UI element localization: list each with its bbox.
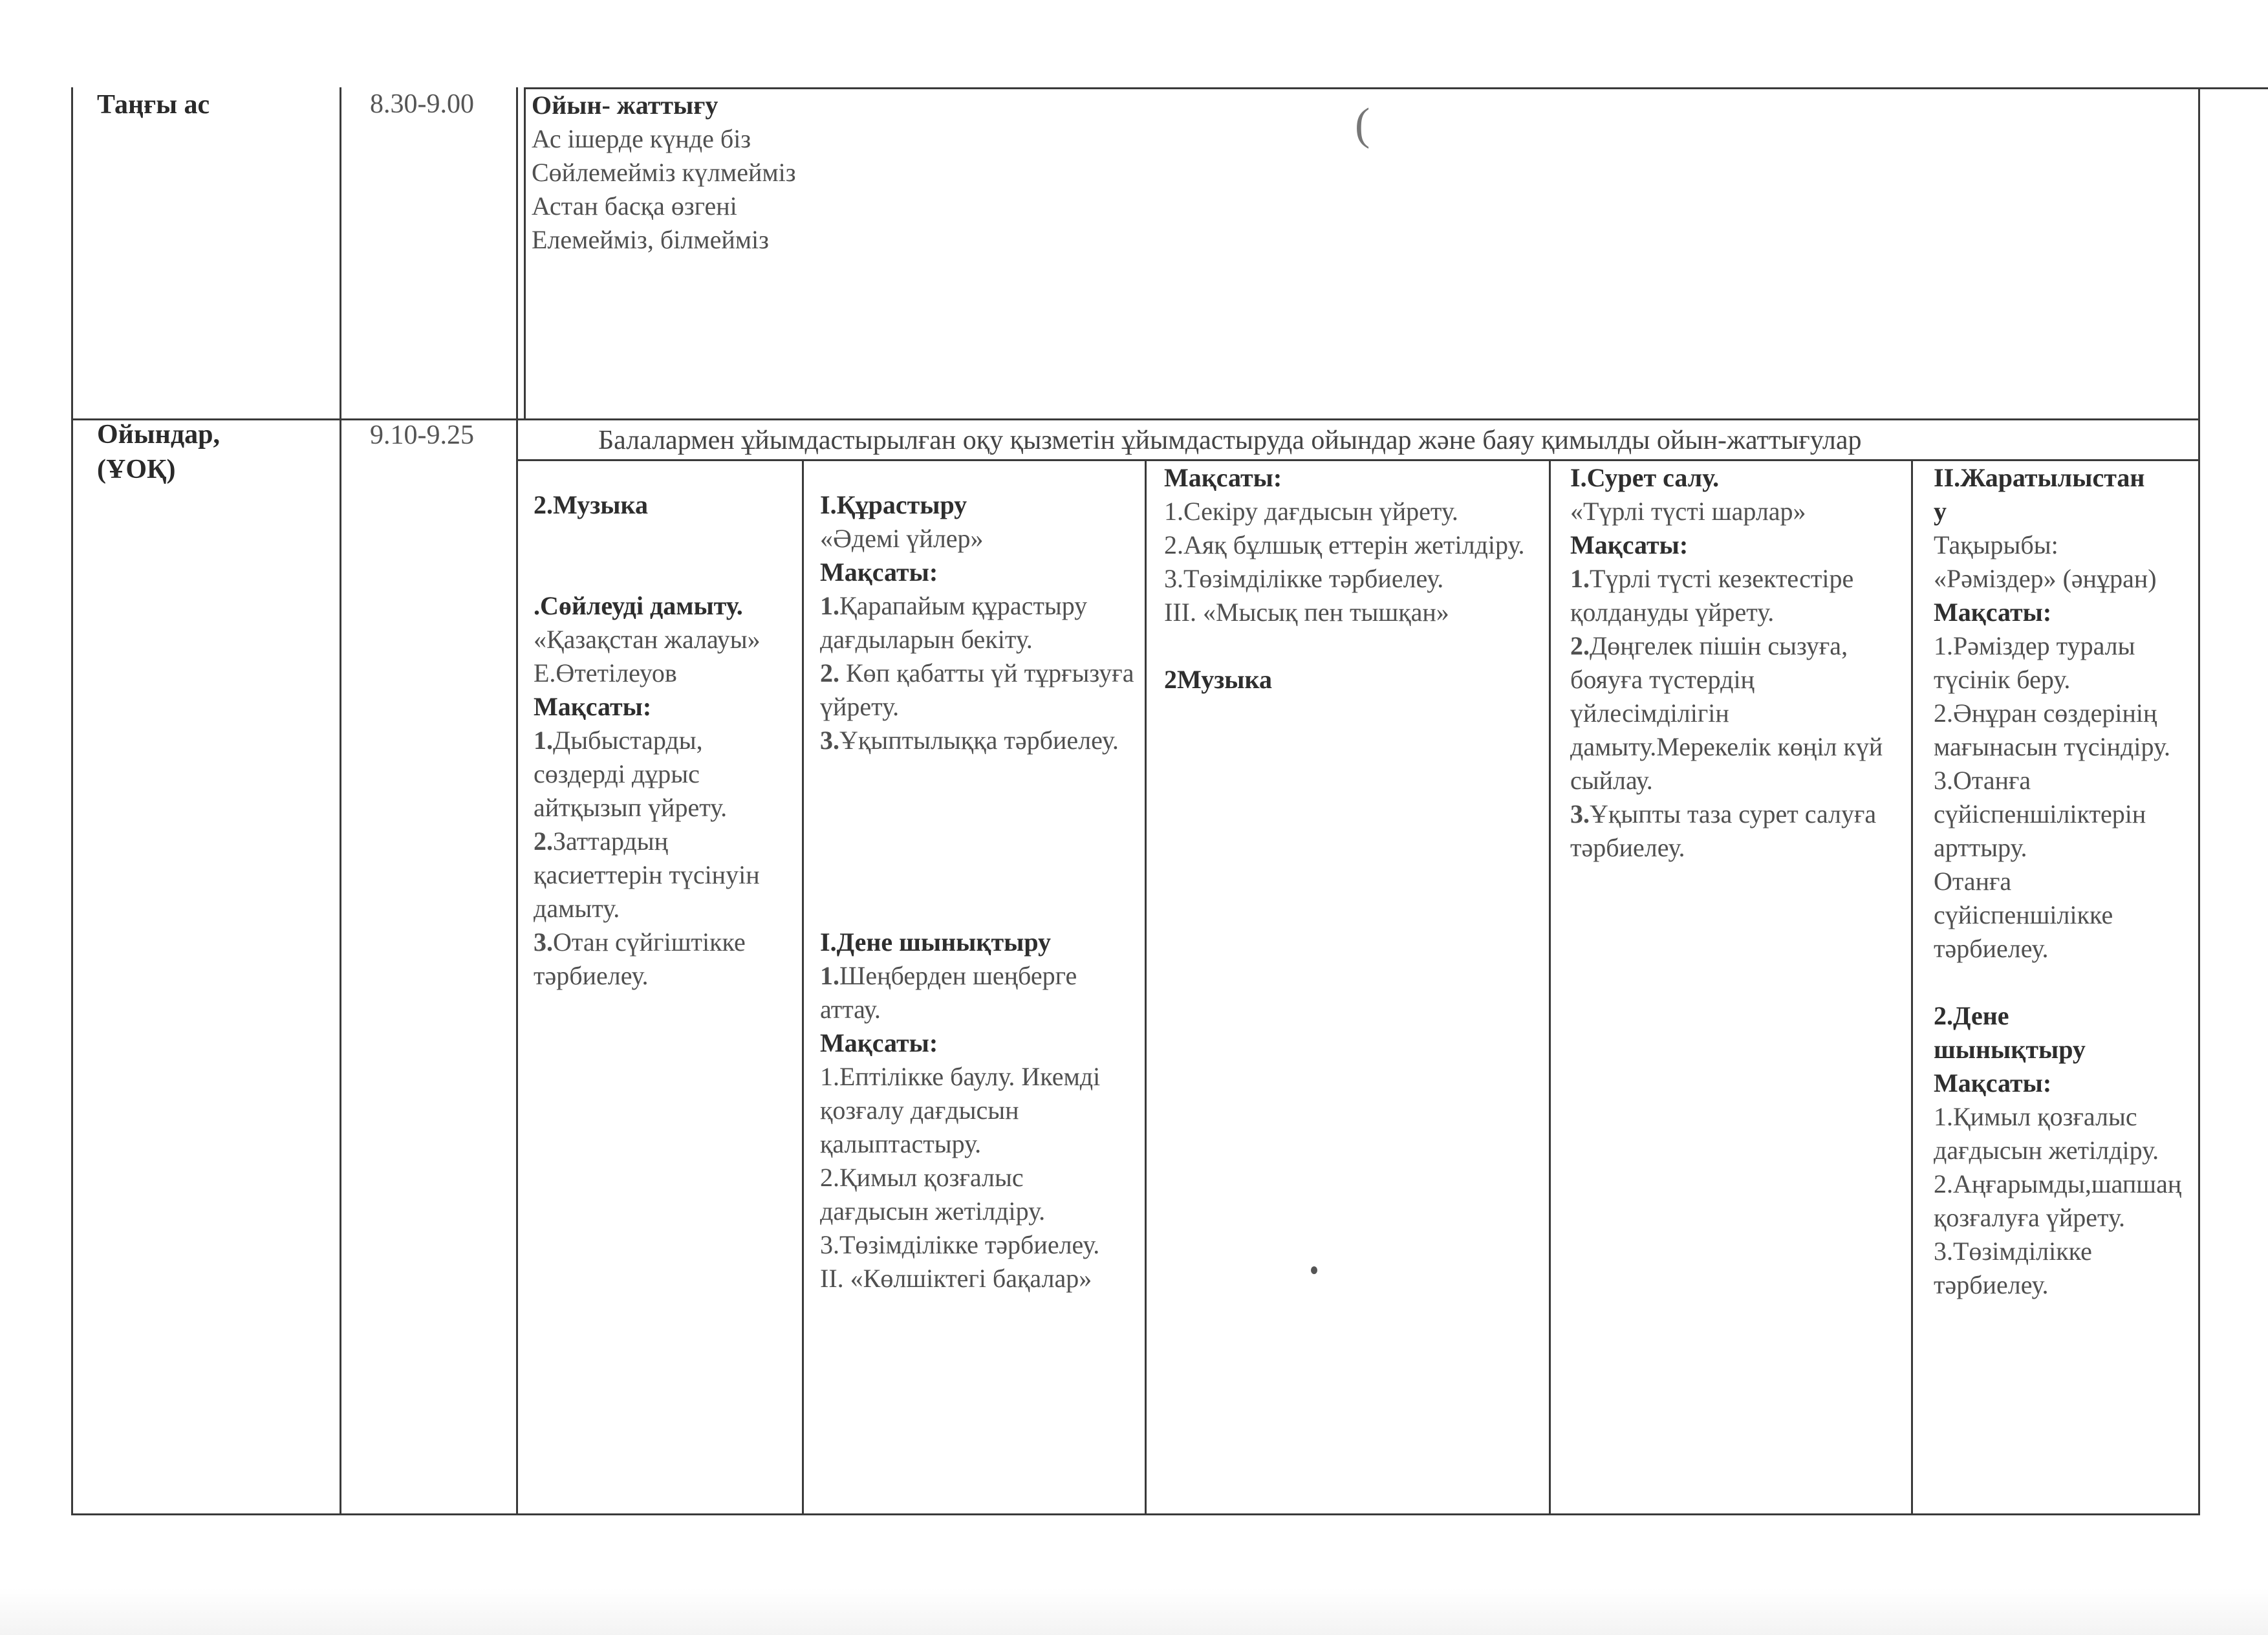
goal-item	[820, 724, 1137, 757]
spacer	[820, 757, 1137, 825]
goals-label: Мақсаты:	[1934, 598, 2052, 627]
goals-label: Мақсаты:	[820, 558, 938, 587]
day-column-5	[1934, 461, 2196, 1302]
goal-text: Отан сүйгіштікке тәрбиелеу.	[534, 927, 746, 990]
row-label-games-line2: (ҰОҚ)	[97, 455, 176, 484]
scan-spot	[1311, 1266, 1317, 1274]
nature-topic: «Рәміздер» (әнұран)	[1934, 564, 2157, 593]
pe-goal-item: 1.Қимыл қозғалыс дағдысын жетілдіру.	[1934, 1102, 2159, 1165]
col-divider-2	[802, 459, 804, 1515]
speech-topic: «Қазақстан жалауы»	[534, 625, 761, 654]
goal-number: 3.	[1570, 799, 1590, 828]
day-column-4	[1570, 461, 1906, 865]
pe-goal-item: 1.Ептілікке баулу. Икемді қозғалу дағдысын қалыптастыру.	[820, 1062, 1101, 1158]
goal-item: 3.Төзімділікке тәрбиелеу.	[1164, 564, 1444, 593]
breakfast-line: Сөйлемейміз күлмейміз	[532, 158, 796, 187]
goal-number: 3.	[820, 726, 839, 755]
breakfast-content	[532, 89, 2148, 257]
breakfast-line: Ас ішерде күнде біз	[532, 124, 751, 153]
pe-goals-label: Мақсаты:	[1934, 1068, 2052, 1098]
goal-text: Ұқыптылыққа тәрбиелеу.	[839, 726, 1119, 755]
goal-text: Түрлі түсті кезектестіре қолдануды үйрету.	[1570, 564, 1854, 627]
pe-goal-item: 2.Аңғарымды,шапшаң қозғалуға үйрету.	[1934, 1169, 2182, 1232]
breakfast-title: Ойын- жаттығу	[532, 91, 718, 120]
speech-author: Е.Өтетілеуов	[534, 658, 677, 688]
speech-title: .Сөйлеуді дамыту.	[534, 591, 743, 620]
goal-text: Заттардың қасиеттерін түсінуін дамыту.	[534, 827, 760, 923]
construct-title: І.Құрастыру	[820, 490, 967, 519]
pe-goal-item: 2.Қимыл қозғалыс дағдысын жетілдіру.	[820, 1163, 1046, 1226]
row-label-breakfast: Таңғы ас	[97, 90, 210, 120]
scan-bottom-edge	[0, 1588, 2268, 1635]
spacer	[1164, 629, 1539, 663]
table-bottom-border	[71, 1513, 2200, 1515]
goal-item	[820, 656, 1137, 724]
spacer	[820, 825, 1137, 892]
goal-item	[534, 926, 795, 993]
goal-number: 2.	[820, 658, 839, 688]
goal-item: 1.Секіру дағдысын үйрету.	[1164, 497, 1458, 526]
goal-item: 2.Әнұран сөздерінің мағынасын түсіндіру.	[1934, 698, 2170, 761]
goal-number: 2.	[534, 827, 553, 856]
table-left-border	[71, 87, 73, 1515]
col-divider-inner	[524, 87, 526, 418]
topic-label: Тақырыбы:	[1934, 530, 2058, 559]
games-banner: Балалармен ұйымдастырылған оқу қызметін ұйымдастыруда ойындар және баяу қимылды ойын-жаттығулар	[598, 426, 1862, 455]
breakfast-line: Астан басқа өзгені	[532, 191, 737, 221]
goal-number: 3.	[534, 927, 553, 957]
goal-item: 2.Аяқ бұлшық еттерін жетілдіру.	[1164, 530, 1525, 559]
goal-number: 2.	[1570, 631, 1590, 660]
day-column-3	[1164, 461, 1539, 697]
pe-goals-label: Мақсаты:	[820, 1028, 938, 1057]
col-divider-3	[1145, 459, 1147, 1515]
row-label-games	[97, 417, 220, 487]
pe-topic-text: Шеңберден шеңберге аттау.	[820, 961, 1077, 1024]
nature-title-line2: у	[1934, 497, 1947, 526]
goal-item	[1570, 797, 1906, 865]
goal-item: Отанға сүйіспеншілікке тәрбиелеу.	[1934, 867, 2113, 963]
col-divider-5	[1911, 459, 1913, 1515]
breakfast-line: Елемейміз, білмейміз	[532, 225, 769, 254]
goal-number: 1.	[820, 591, 839, 620]
day-column-2	[820, 488, 1137, 1295]
goal-item	[534, 825, 795, 926]
music-label: 2.Музыка	[534, 490, 648, 519]
pe-goal-item: 3.Төзімділікке тәрбиелеу.	[820, 1230, 1100, 1259]
drawing-title: І.Сурет салу.	[1570, 463, 1720, 492]
day-column-1	[534, 488, 795, 993]
goal-number: 1.	[534, 726, 553, 755]
drawing-topic: «Түрлі түсті шарлар»	[1570, 497, 1806, 526]
goal-text: Қарапайым құрастыру дағдыларын бекіту.	[820, 591, 1088, 654]
construct-topic: «Әдемі үйлер»	[820, 524, 984, 553]
row-label-games-line1: Ойындар,	[97, 420, 220, 449]
spacer	[534, 522, 795, 589]
goals-label: Мақсаты:	[534, 692, 652, 721]
table-right-border	[2198, 87, 2200, 1515]
goal-item	[820, 589, 1137, 656]
music-label: 2Музыка	[1164, 665, 1272, 694]
goals-label: Мақсаты:	[1570, 530, 1689, 559]
goal-item	[1570, 629, 1906, 797]
nature-title-line1: ІІ.Жаратылыстан	[1934, 463, 2145, 492]
row-time-breakfast: 8.30-9.00	[370, 89, 474, 119]
goal-text: Дөңгелек пішін сызуға, бояуға түстердің үйлесімділігін дамыту.Мерекелік көңіл күй сыйлау.	[1570, 631, 1883, 795]
spacer	[1934, 966, 2196, 999]
scan-mark: (	[1355, 100, 1370, 149]
pe-title-line1: 2.Дене	[1934, 1001, 2009, 1030]
goal-item	[1570, 562, 1906, 629]
pe-goal-item: 3.Төзімділікке тәрбиелеу.	[1934, 1237, 2092, 1299]
col-divider-label	[340, 87, 341, 1515]
goal-text: Көп қабатты үй тұрғызуға үйрету.	[820, 658, 1134, 721]
spacer	[820, 892, 1137, 926]
game-item: ІІІ. «Мысық пен тышқан»	[1164, 598, 1449, 627]
col-divider-time	[516, 87, 518, 1515]
goal-item	[534, 724, 795, 825]
goal-item: 3.Отанға сүйіспеншіліктерін арттыру.	[1934, 766, 2146, 862]
pe-title-line2: шынықтыру	[1934, 1035, 2086, 1064]
goal-text: Ұқыпты таза сурет салуға тәрбиелеу.	[1570, 799, 1877, 862]
schedule-table	[71, 87, 2200, 1517]
goal-text: Дыбыстарды, сөздерді дұрыс айтқызып үйрету.	[534, 726, 728, 822]
goal-item: 1.Рәміздер туралы түсінік беру.	[1934, 631, 2135, 694]
goals-label: Мақсаты:	[1164, 463, 1282, 492]
pe-topic-number: 1.	[820, 961, 839, 990]
col-divider-4	[1549, 459, 1551, 1515]
goal-number: 1.	[1570, 564, 1590, 593]
pe-game: ІІ. «Көлшіктегі бақалар»	[820, 1264, 1092, 1293]
pe-topic	[820, 959, 1137, 1026]
pe-title: І.Дене шынықтыру	[820, 927, 1052, 957]
row-time-games: 9.10-9.25	[370, 420, 474, 450]
